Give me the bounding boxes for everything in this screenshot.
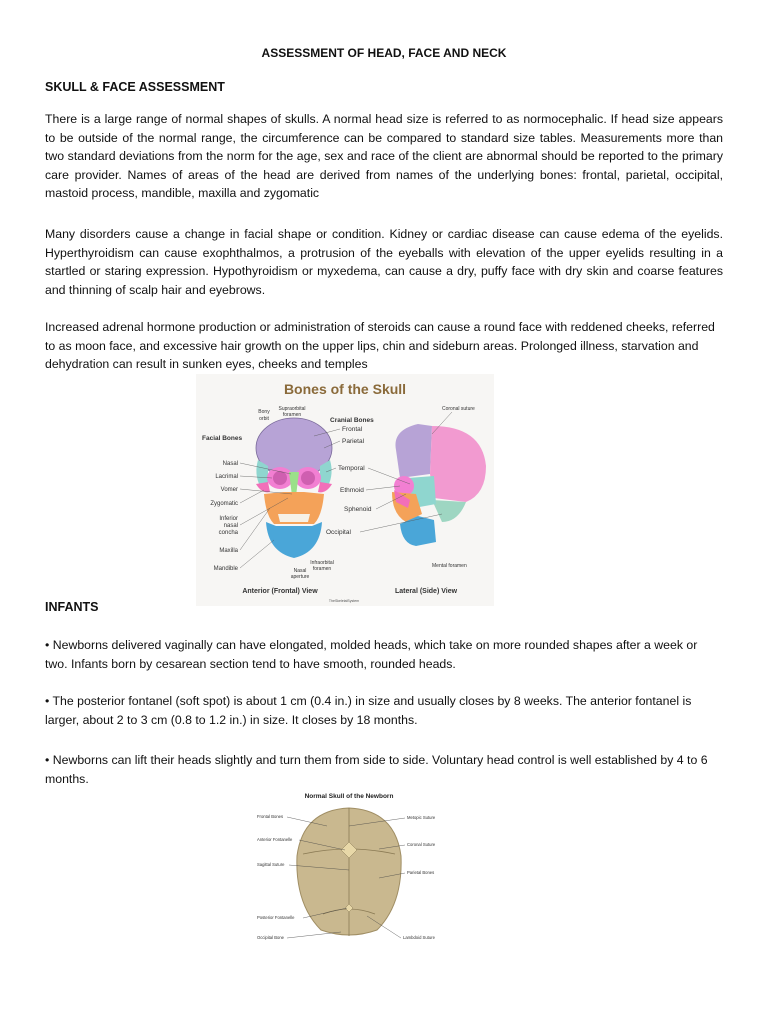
skull-bones-figure (196, 374, 494, 606)
label-anterior-fontanelle: Anterior Fontanelle (257, 837, 293, 842)
bullet-fontanel: • The posterior fontanel (soft spot) is about 1 cm (0.4 in.) in size and usually closes by 8 weeks. The anterior fontanel is larger, about 2 to 3 cm (0.8 to 1.2 in.) in size. It closes by 18 months. (45, 694, 692, 727)
label-metopic-suture: Metopic Suture (407, 815, 436, 820)
label-sphenoid: Sphenoid (344, 506, 372, 513)
newborn-figure-title: Normal Skull of the Newborn (304, 793, 394, 800)
newborn-skull-figure (249, 786, 449, 944)
label-ethmoid: Ethmoid (340, 487, 364, 494)
label-coronal-suture: Coronal suture (442, 406, 475, 412)
label-vomer: Vomer (220, 487, 238, 493)
label-parietal: Parietal (342, 438, 365, 445)
label-frontal-bones: Frontal Bones (257, 814, 284, 819)
label-nasal-aperture-1: Nasal (293, 568, 307, 574)
figure-credit: TheSkeletalSystem (328, 599, 360, 603)
figure-title: Bones of the Skull (283, 381, 407, 397)
label-mental-foramen: Mental foramen (432, 563, 467, 569)
label-sagittal-suture: Sagittal Suture (257, 862, 285, 867)
label-nasal-concha-2: concha (218, 530, 238, 536)
facial-bones-heading: Facial Bones (202, 435, 243, 442)
label-parietal-bones: Parietal Bones (407, 870, 435, 875)
label-bony: Bony (258, 409, 270, 415)
bullet-head-control: • Newborns can lift their heads slightly and turn them from side to side. Voluntary head control is well established by 4 to 6 months. (45, 753, 708, 786)
label-zygomatic: Zygomatic (210, 501, 238, 507)
paragraph-skull-shapes: There is a large range of normal shapes of skulls. A normal head size is referred to as normocephalic. If head size appears to be outside of the normal range, the circumference can be compared to standard size tables. Measurements more than two standard deviations from the norm for the age, sex and race of the client are abnormal should be reported to the primary care provider. Names of areas of the head are derived from names of the underlying bones: frontal, parietal, occipital, mastoid process, mandible, maxilla and zygomatic (45, 112, 723, 201)
label-maxilla: Maxilla (219, 548, 238, 554)
label-nasal-aperture-2: aperture (290, 574, 310, 580)
label-orbit: orbit (259, 416, 269, 422)
label-frontal: Frontal (342, 426, 363, 433)
section-heading-infants: INFANTS (45, 600, 99, 614)
paragraph-adrenal: Increased adrenal hormone production or administration of steroids can cause a round face with reddened cheeks, referred to as moon face, and excessive hair growth on the upper lips, chin and sideburn areas. Prolonged illness, starvation and dehydration can result in sunken eyes, cheeks and temples (45, 320, 715, 372)
label-supraorbital: Supraorbital (278, 406, 306, 412)
label-nasal: Nasal (222, 461, 238, 467)
label-foramen: foramen (282, 412, 302, 418)
label-occipital: Occipital (326, 529, 351, 536)
skull-bones-illustration (196, 374, 494, 606)
bullet-newborn-head-shape: • Newborns delivered vaginally can have elongated, molded heads, which take on more rounded shapes after a week or two. Infants born by cesarean section tend to have smooth, rounded heads. (45, 638, 698, 671)
label-infraorbital: Infraorbital (310, 560, 334, 566)
label-occipital-bone: Occipital Bone (257, 935, 284, 940)
label-coronal-suture-newborn: Coronal Suture (407, 842, 436, 847)
document-title: ASSESSMENT OF HEAD, FACE AND NECK (261, 46, 507, 60)
label-lambdoid-suture: Lambdoid Suture (403, 935, 435, 940)
cranial-bones-heading: Cranial Bones (330, 417, 374, 424)
section-heading-skull-face: SKULL & FACE ASSESSMENT (45, 80, 225, 94)
anterior-view-caption: Anterior (Frontal) View (242, 588, 318, 595)
label-lacrimal: Lacrimal (215, 474, 238, 480)
label-posterior-fontanelle: Posterior Fontanelle (257, 915, 295, 920)
paragraph-facial-disorders: Many disorders cause a change in facial shape or condition. Kidney or cardiac disease can cause edema of the eyelids. Hyperthyroidism can cause exophthalmos, a protrusion of the eyeballs with elevation of the upper eyelids resulting in a startled or staring expression. Hypothyroidism or myxedema, can cause a dry, puffy face with dry skin and coarse features and thinning of scalp hair and eyebrows. (45, 227, 723, 297)
label-infraorbital-foramen: foramen (312, 566, 332, 572)
label-mandible: Mandible (213, 566, 238, 572)
label-nasal-concha-1: nasal (223, 523, 238, 529)
label-inferior: Inferior (219, 516, 238, 522)
newborn-skull-illustration (249, 786, 449, 944)
label-temporal: Temporal (338, 465, 365, 472)
lateral-view-caption: Lateral (Side) View (394, 588, 458, 595)
